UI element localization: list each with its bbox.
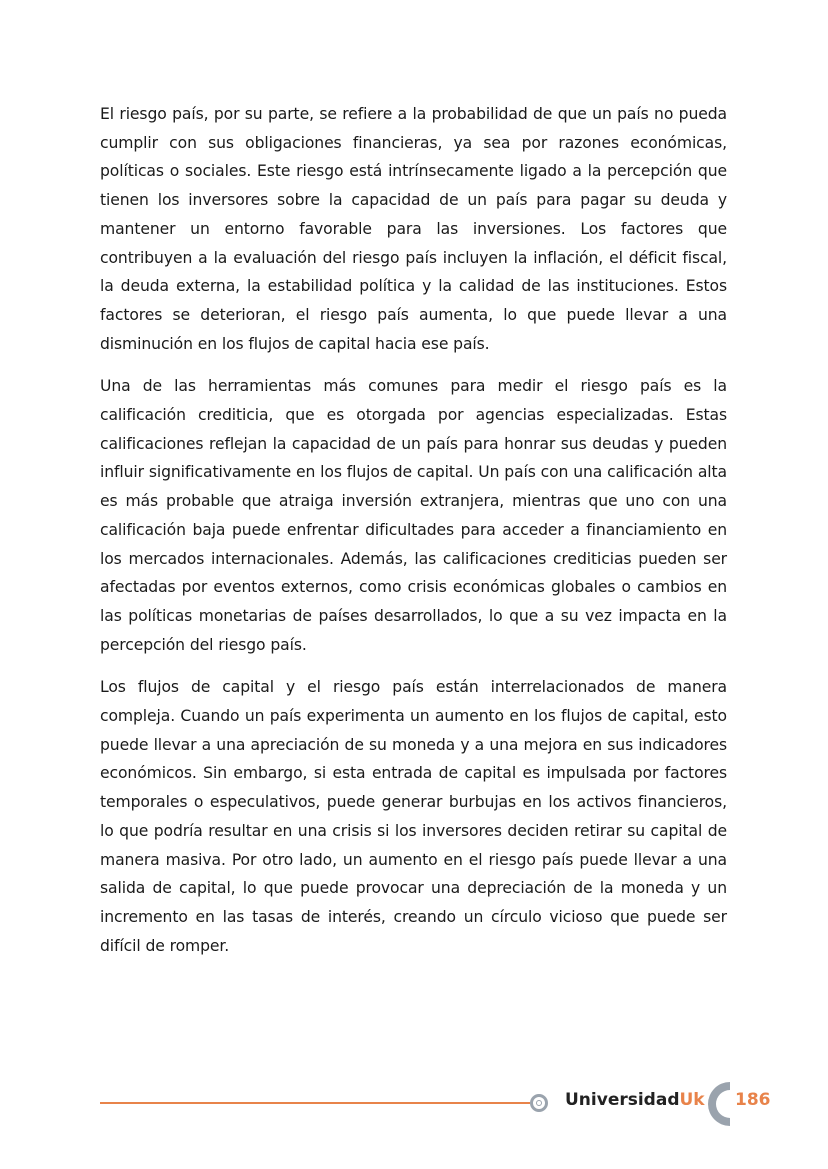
paragraph-calificacion-crediticia: Una de las herramientas más comunes para medir el riesgo país es la calificación crediticia, que es otorgada por agencias especializadas. Estas calificaciones reflejan la capacidad de un país para honrar sus deudas y pueden influir significativamente en los flujos de capital. Un país con una calificación alta es más probable que atraiga inversión extranjera, mientras que uno con una calificación baja puede enfrentar dificultades para acceder a financiamiento en los mercados internacionales. Además, las calificaciones crediticias pueden ser afectadas por eventos externos, como crisis económicas globales o cambios en las políticas monetarias de países desarrollados, lo que a su vez impacta en la percepción del riesgo país. [100, 377, 727, 654]
paragraph-interrelacion: Los flujos de capital y el riesgo país están interrelacionados de manera compleja. Cuando un país experimenta un aumento en los flujos de capital, esto puede llevar a una apreciación de su moneda y a una mejora en sus indicadores económicos. Sin embargo, si esta entrada de capital es impulsada por factores temporales o especulativos, puede generar burbujas en los activos financieros, lo que podría resultar en una crisis si los inversores deciden retirar su capital de manera masiva. Por otro lado, un aumento en el riesgo país puede llevar a una salida de capital, lo que puede provocar una depreciación de la moneda y un incremento en las tasas de interés, creando un círculo vicioso que puede ser difícil de romper. [100, 678, 727, 955]
page-number: 186 [735, 1090, 771, 1110]
footer-divider [100, 1102, 530, 1104]
brand-name: Universidad [565, 1090, 680, 1110]
body-text [100, 100, 727, 974]
brand-accent: Uk [679, 1090, 705, 1110]
footer-brand [565, 1090, 705, 1110]
paragraph-riesgo-pais: El riesgo país, por su parte, se refiere a la probabilidad de que un país no pueda cumplir con sus obligaciones financieras, ya sea por razones económicas, políticas o sociales. Este riesgo está intrínsecamente ligado a la percepción que tienen los inversores sobre la capacidad de un país para pagar su deuda y mantener un entorno favorable para las inversiones. Los factores que contribuyen a la evaluación del riesgo país incluyen la inflación, el déficit fiscal, la deuda externa, la estabilidad política y la calidad de las instituciones. Estos factores se deterioran, el riesgo país aumenta, lo que puede llevar a una disminución en los flujos de capital hacia ese país. [100, 105, 727, 353]
target-circle-icon [530, 1094, 548, 1112]
